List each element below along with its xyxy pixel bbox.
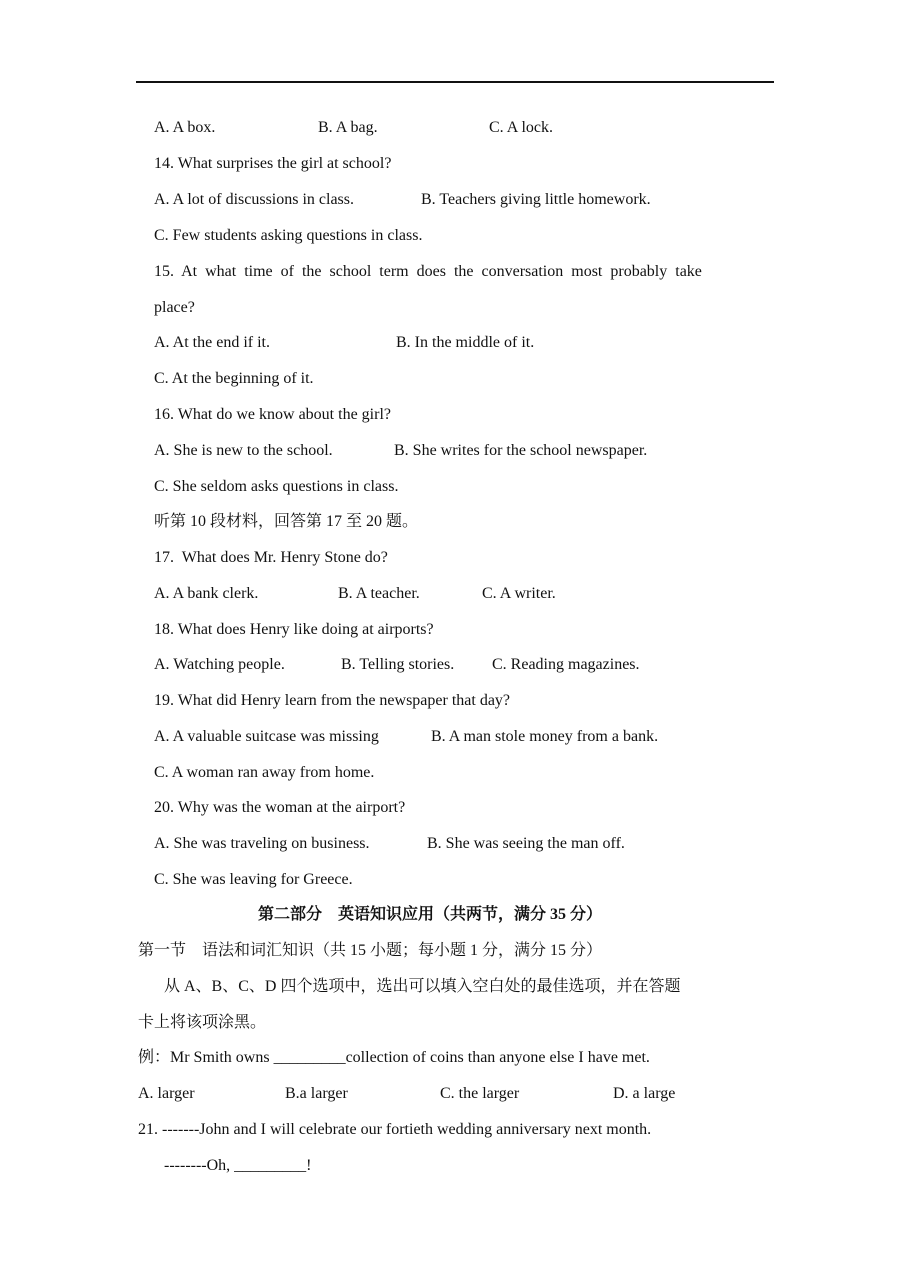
q16-option-b: B. She writes for the school newspaper. (394, 442, 648, 459)
q16-option-a: A. She is new to the school. (154, 442, 333, 459)
q14-option-a: A. A lot of discussions in class. (154, 191, 355, 208)
q13-option-c: C. A lock. (489, 119, 554, 136)
q13-option-a: A. A box. (154, 119, 216, 136)
q15-option-b: B. In the middle of it. (396, 334, 535, 351)
q21-response: --------Oh, _________! (164, 1157, 312, 1174)
q17-option-c: C. A writer. (482, 585, 556, 602)
example-option-a: A. larger (138, 1085, 195, 1102)
example-question: 例：Mr Smith owns _________collection of coins than anyone else I have met. (138, 1049, 650, 1066)
header-rule (136, 81, 774, 83)
part-two-heading: 第二部分 英语知识应用（共两节，满分 35 分） (258, 906, 603, 923)
q18-option-c: C. Reading magazines. (492, 656, 640, 673)
q16-option-c: C. She seldom asks questions in class. (154, 478, 399, 495)
instructions-line-1: 从 A、B、C、D 四个选项中，选出可以填入空白处的最佳选项，并在答题 (164, 978, 681, 995)
q15-option-c: C. At the beginning of it. (154, 370, 314, 387)
q19-option-b: B. A man stole money from a bank. (431, 728, 659, 745)
q14-option-b: B. Teachers giving little homework. (421, 191, 651, 208)
q19-option-c: C. A woman ran away from home. (154, 764, 375, 781)
q15-question: 15. At what time of the school term does the conversation most probably take (154, 263, 702, 280)
section-one-heading: 第一节 语法和词汇知识（共 15 小题；每小题 1 分，满分 15 分） (138, 942, 603, 959)
q16-question: 16. What do we know about the girl? (154, 406, 391, 423)
q14-option-c: C. Few students asking questions in class. (154, 227, 423, 244)
q20-option-c: C. She was leaving for Greece. (154, 871, 353, 888)
q18-option-a: A. Watching people. (154, 656, 285, 673)
example-option-d: D. a large (613, 1085, 676, 1102)
q15-question-cont: place? (154, 299, 195, 316)
q21-question: 21. -------John and I will celebrate our fortieth wedding anniversary next month. (138, 1121, 652, 1138)
q13-option-b: B. A bag. (318, 119, 378, 136)
example-option-b: B.a larger (285, 1085, 348, 1102)
q19-question: 19. What did Henry learn from the newspaper that day? (154, 692, 511, 709)
instructions-line-2: 卡上将该项涂黑。 (138, 1014, 267, 1031)
listening-instruction: 听第 10 段材料，回答第 17 至 20 题。 (154, 513, 419, 530)
q17-option-a: A. A bank clerk. (154, 585, 259, 602)
q20-option-a: A. She was traveling on business. (154, 835, 370, 852)
example-option-c: C. the larger (440, 1085, 520, 1102)
q20-option-b: B. She was seeing the man off. (427, 835, 625, 852)
q15-option-a: A. At the end if it. (154, 334, 270, 351)
q18-option-b: B. Telling stories. (341, 656, 455, 673)
q18-question: 18. What does Henry like doing at airports? (154, 621, 434, 638)
q17-option-b: B. A teacher. (338, 585, 420, 602)
q14-question: 14. What surprises the girl at school? (154, 155, 392, 172)
q20-question: 20. Why was the woman at the airport? (154, 799, 406, 816)
q19-option-a: A. A valuable suitcase was missing (154, 728, 379, 745)
q17-question: 17. What does Mr. Henry Stone do? (154, 549, 388, 566)
